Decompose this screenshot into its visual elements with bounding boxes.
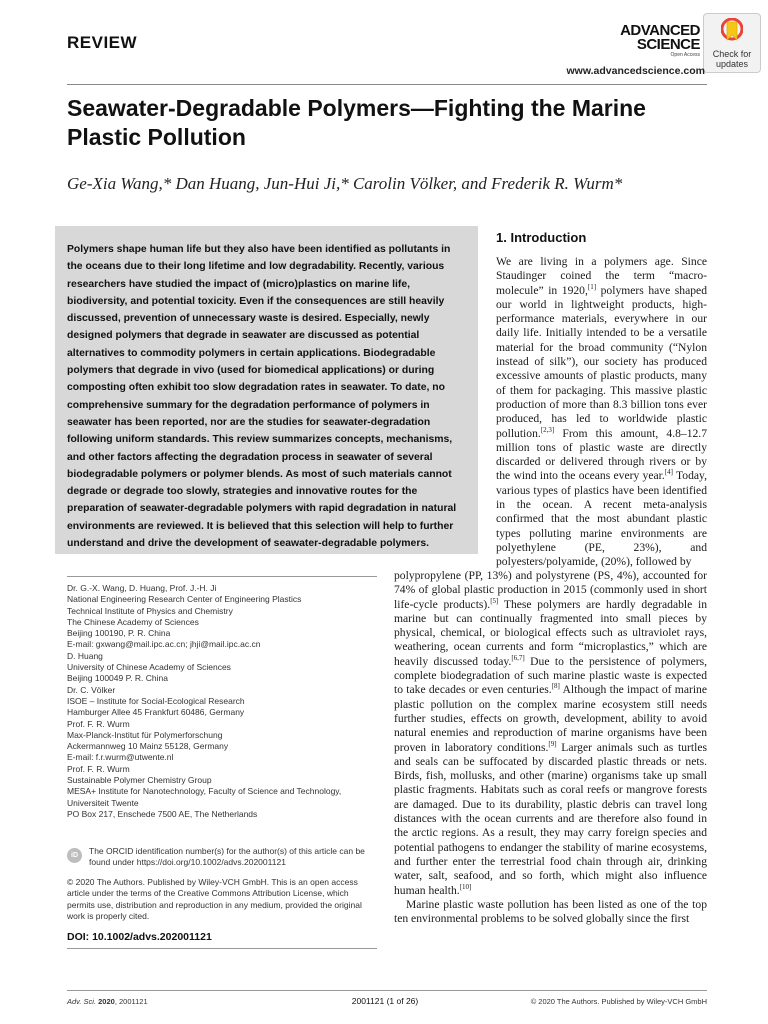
license-statement: © 2020 The Authors. Published by Wiley-VCH GmbH. This is an open access article under the terms of the Creative Commons Attribution License, which permits use, distribution and reproduction in any medium, provided the original work is properly cited. xyxy=(67,877,362,921)
orcid-icon: iD xyxy=(67,848,82,863)
citation-ref[interactable]: [6,7] xyxy=(511,653,525,662)
citation-ref[interactable]: [1] xyxy=(587,282,597,291)
affiliation-line: Beijing 100049 P. R. China xyxy=(67,673,168,684)
footer-article-number: , 2001121 xyxy=(114,997,148,1006)
journal-logo-line1: ADVANCED xyxy=(620,22,700,39)
affiliation-line: Hamburger Allee 45 Frankfurt 60486, Germany xyxy=(67,707,245,718)
header-divider xyxy=(67,84,707,85)
affiliation-line: Prof. F. R. Wurm xyxy=(67,718,130,729)
journal-logo xyxy=(600,24,700,58)
journal-logo-line3: Open Access xyxy=(670,52,700,58)
intro-paragraph-next: Marine plastic waste pollution has been listed as one of the top ten environmental problems to be solved globally since the first xyxy=(394,897,707,926)
citation-ref[interactable]: [4] xyxy=(664,468,673,477)
affiliation-divider xyxy=(67,576,377,577)
affiliation-line: University of Chinese Academy of Sciences xyxy=(67,662,231,673)
check-for-updates-badge[interactable] xyxy=(703,13,761,73)
section-heading: 1. Introduction xyxy=(496,230,587,245)
footer-copyright: © 2020 The Authors. Published by Wiley-VCH GmbH xyxy=(530,997,707,1006)
orcid-text: The ORCID identification number(s) for the author(s) of this article can be found under https://doi.org/10.1002/advs.202001121 xyxy=(89,846,365,868)
affiliation-line: ISOE – Institute for Social-Ecological Research xyxy=(67,695,245,706)
author-list: Ge-Xia Wang,* Dan Huang, Jun-Hui Ji,* Carolin Völker, and Frederik R. Wurm* xyxy=(67,174,623,193)
affiliation-line: Dr. C. Völker xyxy=(67,684,116,695)
citation-ref[interactable]: [9] xyxy=(548,739,557,748)
footer-year: 2020 xyxy=(98,997,115,1006)
intro-paragraph-continued: polypropylene (PP, 13%) and polystyrene (PS, 4%), accounted for 74% of global plastic production in 2015 (commonly used in short life-cycle products).[5] These polymers are hardly degradable in marine but can continually fragmented into small pieces by physical, chemical, or biological effects such as ultraviolet rays, weathering, ocean currents and form “microplastics,” which are heavily discussed today.[6,7] Due to the persistence of polymers, complete biodegradation of such marine plastic waste is expected to take decades or even centuries.[8] Although the impact of marine plastic pollution on the complex marine ecosystem still needs further studies, effects on growth, development, ability to avoid natural enemies and reproduction of marine organisms have been proven in laboratory conditions.[9] Larger animals such as turtles and seals can be suffocated by discarded plastic threads or nets. Birds, fish, mollusks, and other (marine) organisms take up small plastic fragments. Habitats such as coral reefs or mangrove forests are damaged. Due to its durability, plastic debris can travel long distances with the ocean currents and are therefore also found in the arctic regions. As a result, they may carry foreign species and potential pathogens to endanger the stability of marine ecosystems, and further enter the terrestrial food chain through air, drinking water, salt, seafood, and so forth, which might also influence human health.[10] xyxy=(394,569,707,897)
intro-body-continued xyxy=(394,569,707,926)
affiliation-line: D. Huang xyxy=(67,650,103,661)
affiliation-line[interactable]: E-mail: f.r.wurm@utwente.nl xyxy=(67,752,174,763)
affiliation-line: Beijing 100190, P. R. China xyxy=(67,628,171,639)
footer-page-number: 2001121 (1 of 26) xyxy=(351,996,419,1006)
doi-divider xyxy=(67,948,377,949)
affiliation-line[interactable]: E-mail: gxwang@mail.ipc.ac.cn; jhji@mail.ipc.ac.cn xyxy=(67,639,261,650)
citation-ref[interactable]: [5] xyxy=(490,596,499,605)
affiliation-line: National Engineering Research Center of Engineering Plastics xyxy=(67,594,302,605)
affiliation-line: Ackermannweg 10 Mainz 55128, Germany xyxy=(67,741,229,752)
intro-paragraph-top: We are living in a polymers age. Since Staudinger coined the term “macro-molecule” in 1920,[1] polymers have shaped our world in lightweight products, high-performance materials, everywhere in our daily life. Initially intended to be a versatile material for the broad community (“Nylon instead of silk”), our society has produced excessive amounts of plastic products, many of them for packaging. This massive plastic production of more than 8.3 billion tons ever produced, has led to worldwide plastic pollution.[2,3] From this amount, 4.8–12.7 million tons of plastic waste are directly discarded or delivered through rivers or by the wind into the oceans every year.[4] Today, various types of plastics have been identified in the ocean. A recent meta-analysis confirmed that the most abundant plastic types polluting marine environments are polyethylene (PE, 23%), and polyesters/polyamide, (20%), followed by xyxy=(496,255,707,569)
abstract-text: Polymers shape human life but they also have been identified as pollutants in the oceans due to their long lifetime and low degradability. Recently, various researchers have studied the impact of (micro)plastics on marine life, biodiversity, and potential toxicity. Even if the consequences are still heavily discussed, prevention of unnecessary waste is desired. Especially, newly designed polymers that degrade in seawater are discussed as potential alternatives to commodity polymers in certain applications. Biodegradable polymers that degrade in vivo (used for biomedical applications) or during composting often exhibit too slow degradation rates in seawater. To date, no comprehensive summary for the degradation performance of polymers in seawater has been reported, nor are the studies for seawater-degradation following uniform standards. This review summarizes concepts, mechanisms, and other factors affecting the degradation process in seawater of several biodegradable polymers or polymer blends. As most of such materials cannot degrade or degrade too slowly, strategies and innovative routes for the preparation of seawater-degradable polymers with rapid degradation in natural environments are reviewed. It is believed that this selection will help to further understand and drive the development of seawater-degradable polymers. xyxy=(67,244,457,550)
citation-ref[interactable]: [8] xyxy=(551,682,560,691)
badge-line2: updates xyxy=(715,59,749,69)
affiliation-line: Max-Planck-Institut für Polymerforschung xyxy=(67,729,223,740)
footer-journal: Adv. Sci. xyxy=(67,997,97,1006)
journal-logo-line2: SCIENCE xyxy=(636,36,700,53)
citation-ref[interactable]: [10] xyxy=(459,882,472,891)
section-label: REVIEW xyxy=(67,33,138,52)
journal-url[interactable]: www.advancedscience.com xyxy=(566,65,705,77)
abstract-box xyxy=(55,226,478,554)
affiliation-line: PO Box 217, Enschede 7500 AE, The Netherlands xyxy=(67,808,258,819)
affiliation-line: Sustainable Polymer Chemistry Group xyxy=(67,775,212,786)
orcid-note xyxy=(67,846,377,869)
affiliation-line: Dr. G.-X. Wang, D. Huang, Prof. J.-H. Ji xyxy=(67,583,217,593)
affiliation-line: The Chinese Academy of Sciences xyxy=(67,616,199,627)
footer-divider xyxy=(67,990,707,991)
affiliation-line: Universiteit Twente xyxy=(67,797,139,808)
affiliation-line: Technical Institute of Physics and Chemistry xyxy=(67,605,233,616)
badge-line1: Check for xyxy=(712,49,752,59)
affiliation-line: MESA+ Institute for Nanotechnology, Faculty of Science and Technology, xyxy=(67,786,342,797)
check-for-updates-bookmark-icon xyxy=(721,18,743,44)
footer-citation xyxy=(67,997,148,1006)
citation-ref[interactable]: [2,3] xyxy=(540,425,555,434)
doi-label[interactable]: DOI: 10.1002/advs.202001121 xyxy=(67,931,212,943)
article-title: Seawater-Degradable Polymers—Fighting the Marine Plastic Pollution xyxy=(67,95,646,150)
affiliation-line: Prof. F. R. Wurm xyxy=(67,763,130,774)
affiliations-block xyxy=(67,583,377,820)
